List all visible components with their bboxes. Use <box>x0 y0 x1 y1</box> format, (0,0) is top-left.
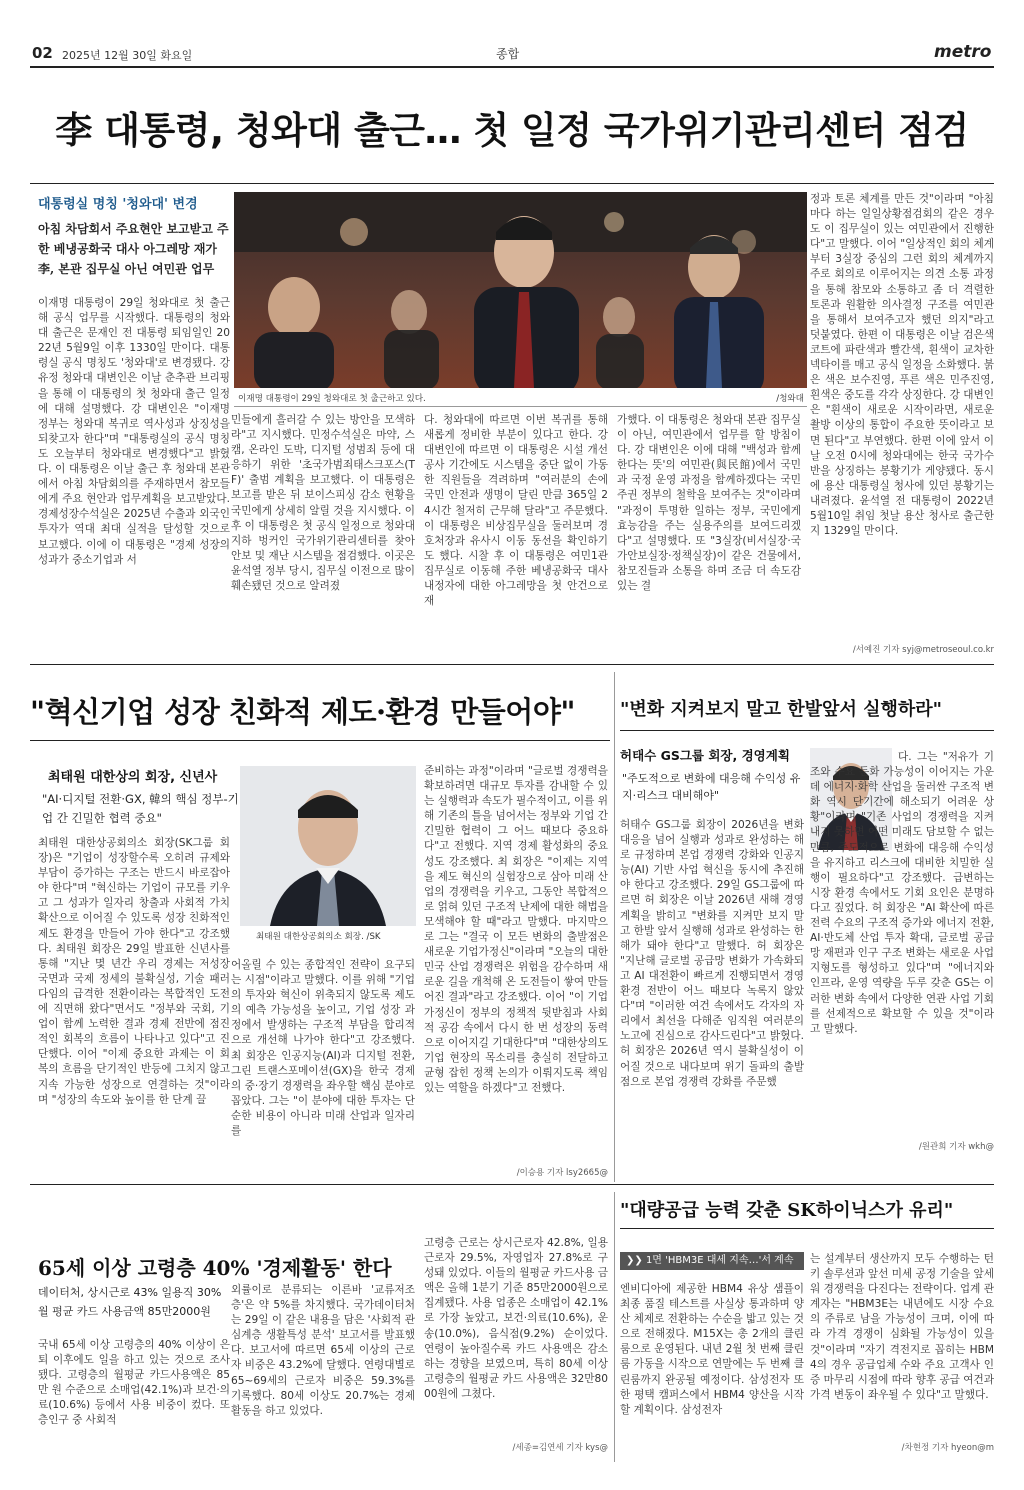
bottom-left-byline: /세종=김연세 기자 kys@ <box>512 1443 608 1453</box>
issue-date: 2025년 12월 30일 화요일 <box>62 49 193 62</box>
bottom-vertical-rule <box>614 1192 615 1462</box>
left-col-2: 어올릴 수 있는 종합적인 전략이 요구되는 시점"이라고 말했다. 이를 위해 "기업의 투자와 혁신이 위축되지 않도록 제도의 예측 가능성을 높이고, 기업 성장 과정에서 발생하는 구조적 부담을 합리적으로 개선해 나가야 한다"고 강조했다. 최 회장은 인공지능(AI)과 디지털 전환, 그린 트랜스포메이션(GX)을 한국 경제의 중·장기 경쟁력을 좌우할 핵심 분야로 꼽았다. 그는 "이 분야에 대한 투자는 단순한 비용이 아니라 미래 산업과 일자리를 <box>231 959 415 1138</box>
section-label: 종합 <box>496 47 520 61</box>
bottom-right-headline: "대량공급 능력 갖춘 SK하이닉스가 유리" <box>620 1200 954 1221</box>
top-photo-caption: 이재명 대통령이 29일 청와대로 첫 출근하고 있다. <box>238 394 426 404</box>
top-section-rule <box>30 664 994 665</box>
bottom-section-rule <box>30 1184 994 1185</box>
logo-text: metro <box>934 42 992 62</box>
bottom-left-col-1: 국내 65세 이상 고령층의 40% 이상이 은퇴 이후에도 일을 하고 있는 것으로 조사됐다. 고령층의 월평균 카드사용액은 85만 원 수준으로 소매업(42.1%)과 보건·의료(10.6%) 등에서 사용 비중이 컸다. 또 층인구 중 사회적 <box>38 1339 230 1427</box>
caption-rule <box>234 406 807 407</box>
top-col-3: 다. 청와대에 따르면 이번 복귀를 통해 새롭게 정비한 부분이 있다고 한다. 강 대변인에 따르면 이 대통령은 시설 개선 공사 기간에도 시스템을 중단 없이 가동한 직원들을 격려하며 "여러분의 손에 국민 안전과 생명이 달린 만큼 365일 24시간 철저히 근무해 달라"고 주문했다. 이 대통령은 비상집무실을 둘러보며 경호처장과 유사시 이동 동선을 확인하기도 했다. 시찰 후 이 대통령은 여민1관 집무실로 이동해 주한 베냉공화국 대사 내정자에 대한 아그레망을 첫 안건으로 재 <box>424 414 608 608</box>
bottom-left-col-2: 외률이로 분류되는 이른바 '교류저조층'은 약 5%를 차지했다. 국가데이터처는 29일 이 같은 내용을 담은 '사회적 관심계층 생활특성 분석' 보고서를 발표했다. 보고서에 따르면 65세 이상의 근로자 비중은 43.2%에 달했다. 연령대별로 65~69세의 근로자 비중은 59.3%를 기록했다. 80세 이상도 20.7%는 경제활동을 하고 있었다. <box>231 1284 415 1417</box>
chey-photo-image <box>240 766 416 926</box>
bottom-left-headline: 65세 이상 고령층 40% '경제활동' 한다 <box>38 1256 392 1280</box>
left-col-3: 준비하는 과정"이라며 "글로벌 경쟁력을 확보하려면 대규모 투자를 감내할 수 있는 실행력과 속도가 필수적이고, 이를 위해 기존의 틀을 넘어서는 정부와 기업 간 긴밀한 협력이 그 어느 때보다 중요하다"고 전했다. 지역 경제 활성화의 중요성도 강조했다. 최 회장은 "이제는 지역을 제도 혁신의 실험장으로 삼아 미래 산업의 경쟁력을 키우고, 그동안 복합적으로 얽혀 있던 구조적 난제에 대한 해법을 모색해야 할 때"라고 말했다. 마지막으로 그는 "결국 이 모든 변화의 출발점은 새로운 기업가정신"이라며 "오늘의 대한민국 산업 경쟁력은 위험을 감수하며 새로운 길을 개척해 온 도전들이 쌓여 만들어진 결과"라고 강조했다. 이어 "이 기업가정신이 정부의 정책적 뒷받침과 사회적 공감 속에서 다시 한 번 성장의 동력으로 이어지길 기대한다"며 "대한상의도 기업 현장의 목소리를 충실히 전달하고 균형 잡힌 정책 논의가 이뤄지도록 책임 있는 역할을 하겠다"고 전했다. <box>424 765 608 1094</box>
top-subhead: 아침 차담회서 주요현안 보고받고 주한 베냉공화국 대사 아그레망 재가 李, 본관 집무실 아닌 여민관 업무 <box>38 222 229 276</box>
right-kicker: 허태수 GS그룹 회장, 경영계획 <box>620 748 790 763</box>
right-subhead: "주도적으로 변화에 대응해 수익성 유지·리스크 대비해야" <box>622 772 801 802</box>
right-headline: "변화 지켜보지 말고 한발앞서 실행하라" <box>620 699 943 720</box>
bottom-right-byline: /차현정 기자 hyeon@m <box>901 1443 994 1453</box>
page-number: 02 <box>32 44 53 62</box>
header-rule <box>30 66 994 68</box>
president-photo-image <box>234 192 807 388</box>
top-col-2: 민들에게 흘러갈 수 있는 방안을 모색하라"고 지시했다. 민정수석실은 마약, 스캠, 온라인 도박, 디지털 성범죄 등에 대응하기 위한 '초국가범죄태스크포스(TF)' 출범 계획을 보고했다. 이 대통령은 보고를 받은 뒤 보이스피싱 감소 현황을 국민에게 상세히 알릴 것을 지시했다. 이후 이 대통령은 첫 공식 일정으로 청와대 지하 벙커인 국가위기관리센터를 찾아 안보 및 재난 시스템을 점검했다. 이곳은 윤석열 정부 당시, 집무실 이전으로 많이 훼손됐던 것으로 알려졌 <box>231 414 415 593</box>
main-headline: 李 대통령, 청와대 출근… 첫 일정 국가위기관리센터 점검 <box>55 109 969 152</box>
left-col-1: 최태원 대한상공회의소 회장(SK그룹 회장)은 "기업이 성장할수록 오히려 규제와 부담이 증가하는 구조는 반드시 바로잡아야 한다"며 "혁신하는 기업이 규모를 키우고 그 성과가 일자리 창출과 사회적 가치 확산으로 이어질 수 있도록 성장 친화적인 제도 환경을 만들어 가야 한다"고 강조했다. 최태원 회장은 29일 발표한 신년사를 통해 "지난 몇 년간 우리 경제는 저성장 국면과 국제 정세의 불확실성, 기술 패러다임의 급격한 전환이라는 복합적인 도전에 직면해 왔다"면서도 "정부와 국회, 기업이 함께 노력한 결과 경제 전반에 점진적인 회복의 흐름이 나타나고 있다"고 진단했다. 이어 "이제 중요한 과제는 이 회복의 흐름을 단기적인 반등에 그치지 않고 지속 가능한 성장으로 연결하는 것"이라며 "성장의 속도와 높이를 한 단계 끌 <box>38 837 230 1106</box>
chey-photo <box>240 766 416 926</box>
left-headline: "혁신기업 성장 친화적 제도·환경 만들어야" <box>30 695 575 729</box>
metro-logo <box>934 42 991 62</box>
left-headline-rule <box>30 740 610 741</box>
mid-vertical-rule <box>614 672 615 1182</box>
left-kicker: 최태원 대한상의 회장, 신년사 <box>48 770 218 785</box>
headline-rule <box>30 183 994 184</box>
right-col-1: 허태수 GS그룹 회장이 2026년을 변화 대응을 넘어 실행과 성과로 완성하는 해로 규정하며 본업 경쟁력 강화와 인공지능(AI) 기반 사업 혁신을 동시에 추진해야 한다고 강조했다. 29일 GS그룹에 따르면 허 회장은 이날 2026년 새해 경영계획을 밝히고 "변화를 지켜만 보지 말고 한발 앞서 실행해 성과로 완성하는 한 해가 돼야 한다"고 말했다. 허 회장은 "지난해 글로벌 공급망 변화가 가속화되고 AI 대전환이 빠르게 진행되면서 경영 환경 전반이 어느 때보다 녹록지 않았다"며 "이러한 여건 속에서도 각자의 자리에서 최선을 다해준 임직원 여러분의 노고에 진심으로 감사드린다"고 밝혔다. 허 회장은 2026년 역시 불확실성이 이어질 것으로 내다보며 위기 돌파의 출발점으로 본업 경쟁력 강화를 주문했 <box>620 819 804 1088</box>
bottom-left-subhead: 데이터처, 상시근로 43% 일용직 30% 월 평균 카드 사용금액 85만2000원 <box>38 1286 222 1318</box>
bottom-right-col-1: 엔비디아에 제공한 HBM4 유상 샘플이 최종 품질 테스트를 사실상 통과하며 양산 체제로 전환하는 수순을 밟고 있는 것으로 전해졌다. M15X는 총 2개의 클린룸으로 운영된다. 내년 2월 첫 번째 클린룸 가동을 시작으로 연말에는 두 번째 클린룸까지 완공될 예정이다. 삼성전자 또한 평택 캠퍼스에서 HBM4 양산을 시작할 계획이다. 삼성전자 <box>620 1283 804 1416</box>
right-col-2: 다. 그는 "저유가 기조와 수요 둔화 가능성이 이어지는 가운데 에너지·화학 산업을 둘러싼 구조적 변화 역시 단기간에 해소되기 어려운 상황"이라며 "기존 사업의 경쟁력을 지켜내지 못하면 어떤 미래도 담보할 수 없는 만큼, 주도적으로 변화에 대응해 수익성을 유지하고 리스크에 대비한 치밀한 실행이 필요하다"고 강조했다. 급변하는 시장 환경 속에서도 기회 요인은 분명하다고 짚었다. 허 회장은 "AI 확산에 따른 전력 수요의 구조적 증가와 에너지 전환, AI·반도체 산업 투자 확대, 글로벌 공급망 재편과 인구 구조 변화는 새로운 사업 지형도를 형성하고 있다"며 "에너지와 인프라, 운영 역량을 두루 갖춘 GS는 이러한 변화 속에서 다양한 연관 사업 기회를 선제적으로 확보할 수 있을 것"이라고 말했다. <box>810 751 994 1035</box>
left-byline: /이승용 기자 lsy2665@ <box>516 1168 608 1178</box>
top-col-4: 가했다. 이 대통령은 청와대 본관 집무실이 아닌, 여민관에서 업무를 할 방침이다. 강 대변인은 이에 대해 "백성과 함께 한다는 뜻'의 여민관(與民館)에서 국민과 국정 운영 과정을 함께하겠다는 국민주권 정부의 철학을 보여주는 것"이라며 "과정이 투명한 일하는 정부, 국민에게 효능감을 주는 실용주의를 보여드리겠다"고 설명했다. 또 "3실장(비서실장·국가안보실장·정책실장)이 같은 건물에서, 참모진들과 소통을 하며 조금 더 속도감 있는 결 <box>617 414 801 593</box>
right-headline-rule <box>620 730 994 731</box>
right-byline: /원관희 기자 wkh@ <box>918 1142 994 1152</box>
continued-tag-text: 1면 'HBM3E 대세 지속…'서 계속 <box>645 1255 794 1266</box>
top-byline: /서예진 기자 syj@metroseoul.co.kr <box>852 645 994 655</box>
top-col-1: 이재명 대통령이 29일 청와대로 첫 출근해 공식 업무를 시작했다. 대통령의 청와대 출근은 문재인 전 대통령 퇴임일인 2022년 5월9일 이후 1330일 만이다. 대통령실 공식 명칭도 '청와대'로 변경됐다. 강유정 청와대 대변인은 이날 춘추관 브리핑을 통해 이 대통령의 첫 청와대 출근 일정에 대해 설명했다. 강 대변인은 "이재명 정부는 청와대 복귀로 역사성과 상징성을 되찾고자 한다"며 "대통령실의 공식 명칭도 오늘부터 청와대로 변경했다"고 밝혔다. 이 대통령은 이날 출근 후 청와대 본관에서 아침 차담회의를 주재하면서 참모들에게 주요 현안과 업무계획을 보고받았다. 경제성장수석실은 2025년 수출과 외국인 투자가 역대 최대 실적을 달성할 것으로 보고했다. 이에 이 대통령은 "경제 성장의 성과가 중소기업과 서 <box>38 297 230 566</box>
bottom-right-col-2: 는 설계부터 생산까지 모두 수행하는 턴키 솔루션과 앞선 미세 공정 기술을 앞세워 경쟁력을 다진다는 전략이다. 업계 관계자는 "HBM3E는 내년에도 시장 수요의 주류로 남을 가능성이 크며, 이에 따라 가격 경쟁이 심화될 가능성이 있을 것"이라며 "자기 격전지로 꼽히는 HBM4의 경우 공급업체 수와 주요 고객사 인증 마무리 시점에 따라 향후 공급 여건과 가격 변동이 좌우될 수 있다"고 말했다. <box>810 1253 994 1401</box>
continued-arrow-icon: ❯❯ <box>626 1255 646 1266</box>
bottom-left-col-3: 고령층 근로는 상시근로자 42.8%, 일용근로자 29.5%, 자영업자 27.8%로 구성돼 있었다. 이들의 월평균 카드사용 금액은 올해 1분기 기준 85만2000원으로 집계됐다. 사용 업종은 소매업이 42.1%로 가장 높았고, 보건·의료(10.6%), 운송(10.0%), 음식점(9.2%) 순이었다. 연령이 높아질수록 카드 사용액은 감소하는 경향을 보였으며, 특히 80세 이상 고령층의 월평균 카드 사용액은 32만8000원에 그쳤다. <box>424 1237 608 1400</box>
left-photo-caption: 최태원 대한상공회의소 회장. /SK <box>256 932 381 942</box>
top-photo-credit: /청와대 <box>776 394 804 404</box>
bottom-right-headline-rule <box>620 1228 994 1229</box>
left-subhead: "AI·디지털 전환·GX, 韓의 핵심 정부-기업 간 긴밀한 협력 중요" <box>42 792 239 825</box>
continued-tag <box>620 1252 804 1270</box>
president-photo <box>234 192 807 388</box>
top-kicker: 대통령실 명칭 '청와대' 변경 <box>38 197 198 212</box>
top-col-5: 정과 토론 체계를 만든 것"이라며 "아침마다 하는 일일상황점검회의 같은 경우도 이 집무실이 있는 여민관에서 진행한다"고 말했다. 이어 "일상적인 회의 체계부터 3실장 중심의 그런 회의 체계까지 주로 회의로 이루어지는 의견 소통 과정을 통해 참모와 소통하고 좀 더 격렬한 토론과 원활한 의사결정 구조를 여민관을 통해서 보여주고자 했던 의지"라고 덧붙였다. 한편 이 대통령은 이날 검은색 코트에 파란색과 빨간색, 흰색이 교차한 넥타이를 매고 공식 일정을 소화했다. 붉은 색은 보수진영, 푸른 색은 민주진영, 흰색은 중도를 각각 상징한다. 강 대변인은 "흰색이 새로운 시작이라면, 새로운 촬방 이상의 통합이 주요한 뜻이라고 보면 된다"고 부연했다. 한편 이에 앞서 이날 오전 0시에 청와대에는 한국 국가수반을 상징하는 봉황기가 게양됐다. 동시에 용산 대통령실 청사에 있던 봉황기는 내려졌다. 윤석열 전 대통령이 2022년 5월10일 취임 첫날 용산 청사로 출근한 지 1329일 만이다. <box>810 193 994 538</box>
